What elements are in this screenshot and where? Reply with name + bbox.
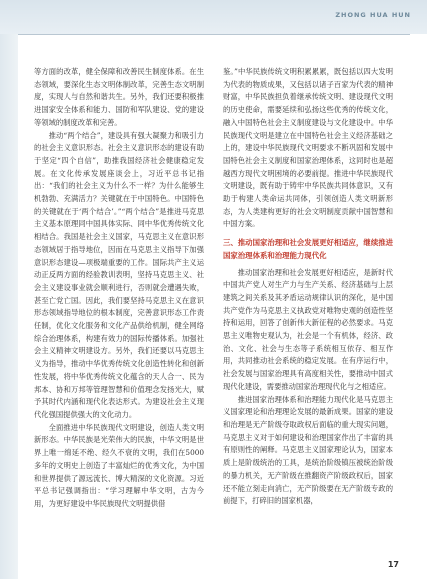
paragraph: 等方面的改革，健全保障和改善民生制度体系。在生态领域，要深化生态文明体制改革，完善生态文明制度，实现人与自然和谐共生。另外，我们还要积极推进国家安全体系和能力、国防和军队建设、党的建设等领域的制度改革和完善。 (34, 67, 204, 127)
paragraph: 推进国家治理体系和治理能力现代化是马克思主义国家理论和治理理论发展的最新成果。国家的建设和治理是无产阶级夺取政权后面临的重大现实问题，马克思主义对于如何建设和治理国家作出了丰富的具有原则性的阐释。马克思主义国家理论认为，国家本质上是阶级统治的工具，是统治阶级镇压被统治阶级的暴力机关，无产阶级在推翻资产阶级政权后，国家还不能立刻走向消亡，无产阶级要在无产阶级专政的前提下，打碎旧的国家机器， (223, 394, 393, 506)
header-rule (18, 34, 410, 35)
section-heading: 三、推动国家治理和社会发展更好相适应，继续推进国家治理体系和治理能力现代化 (223, 238, 393, 260)
running-header: ZHONG HUA HUN (335, 11, 411, 19)
side-strip (0, 34, 18, 579)
page-number: 17 (387, 560, 399, 569)
paragraph: 鉴。”中华民族传统文明积累累累，既包括以四大发明为代表的物质成果，又包括以诸子百家为代表的精神财富，中华民族担负着继承传统文明、建设现代文明的历史使命，需要延续和弘扬这些优秀的传统文化，融入中国特色社会主义制度建设与文化建设中。中华民族现代文明是建立在中国特色社会主义经济基础之上的，建设中华民族现代文明要求不断巩固和发展中国特色社会主义制度和国家治理体系，这同时也是超越西方现代文明困境的必要前提。推进中华民族现代文明建设，既有助于铸牢中华民族共同体意识，又有助于构建人类命运共同体，引领创造人类文明新形态，为人类建构更好的社会文明制度贡献中国智慧和中国方案。 (223, 67, 393, 229)
paragraph: 推动“两个结合”，建设具有强大凝聚力和吸引力的社会主义意识形态。社会主义意识形态的建设有助于坚定“四个自信”，助推我国经济社会健康稳定发展。在文化传承发展座谈会上，习近平总书记指出：“我们的社会主义为什么不一样？为什么能够生机勃勃、充满活力？关键就在于中国特色。中国特色的关键就在于‘两个结合’。”“两个结合”是推进马克思主义基本原理同中国具体实际、同中华优秀传统文化相结合。我国是社会主义国家，马克思主义在意识形态领域居于指导地位，因而在马克思主义指导下加强意识形态建设—项极端重要的工作。国际共产主义运动正反两方面的经验教训表明，坚持马克思主义、社会主义建设事业就会顺利进行，否则就会遭遇失败，甚至亡党亡国。因此，我们要坚持马克思主义在意识形态领域指导地位的根本制度，完善意识形态工作责任制，优化文化服务和文化产品供给机制，健全网络综合治理体系，构建有效力的国际传播体系。加强社会主义精神文明建设方。另外，我们还要以马克思主义为指导，推动中华优秀传统文化创造性转化和创新性发展，将中华优秀传统文化蕴含的天人合一、民为邦本、协和万邦等管理智慧和价值理念发扬光大，赋予其时代内涵和现代化表达形式。为建设社会主义现代化强国提供强大的文化动力。 (34, 130, 204, 419)
paragraph: 推动国家治理和社会发展更好相适应，是新时代中国共产党人对生产力与生产关系、经济基础与上层建筑之间关系及其矛盾运动规律认识的深化，是中国共产党作为马克思主义执政党对唯物史观的创造性坚持和运用，回答了创新伟大新征程的必然要求。马克思主义唯物史观认为，社会是一个有机体，经济、政治、文化、社会与生态等子系统相互依存、相互作用，共同推动社会系统的稳定发展。在有序运行中，社会发展与国家治理具有高度相关性，要推动中国式现代化建设，需要推动国家治理现代化与之相适应。 (223, 267, 393, 391)
left-column (34, 66, 204, 511)
paragraph: 全面推进中华民族现代文明建设，创造人类文明新形态。中华民族是光荣伟大的民族，中华文明是世界上唯一绵延不绝、经久不衰的文明，我们在5000多年的文明史上创造了丰富灿烂的优秀文化，为中国和世界提供了源远流长、博大精深的文化资源。习近平总书记强调指出：“学习理解中华文明，古为今用，为更好建设中华民族现代文明提供借 (34, 422, 204, 508)
right-column (223, 66, 393, 508)
